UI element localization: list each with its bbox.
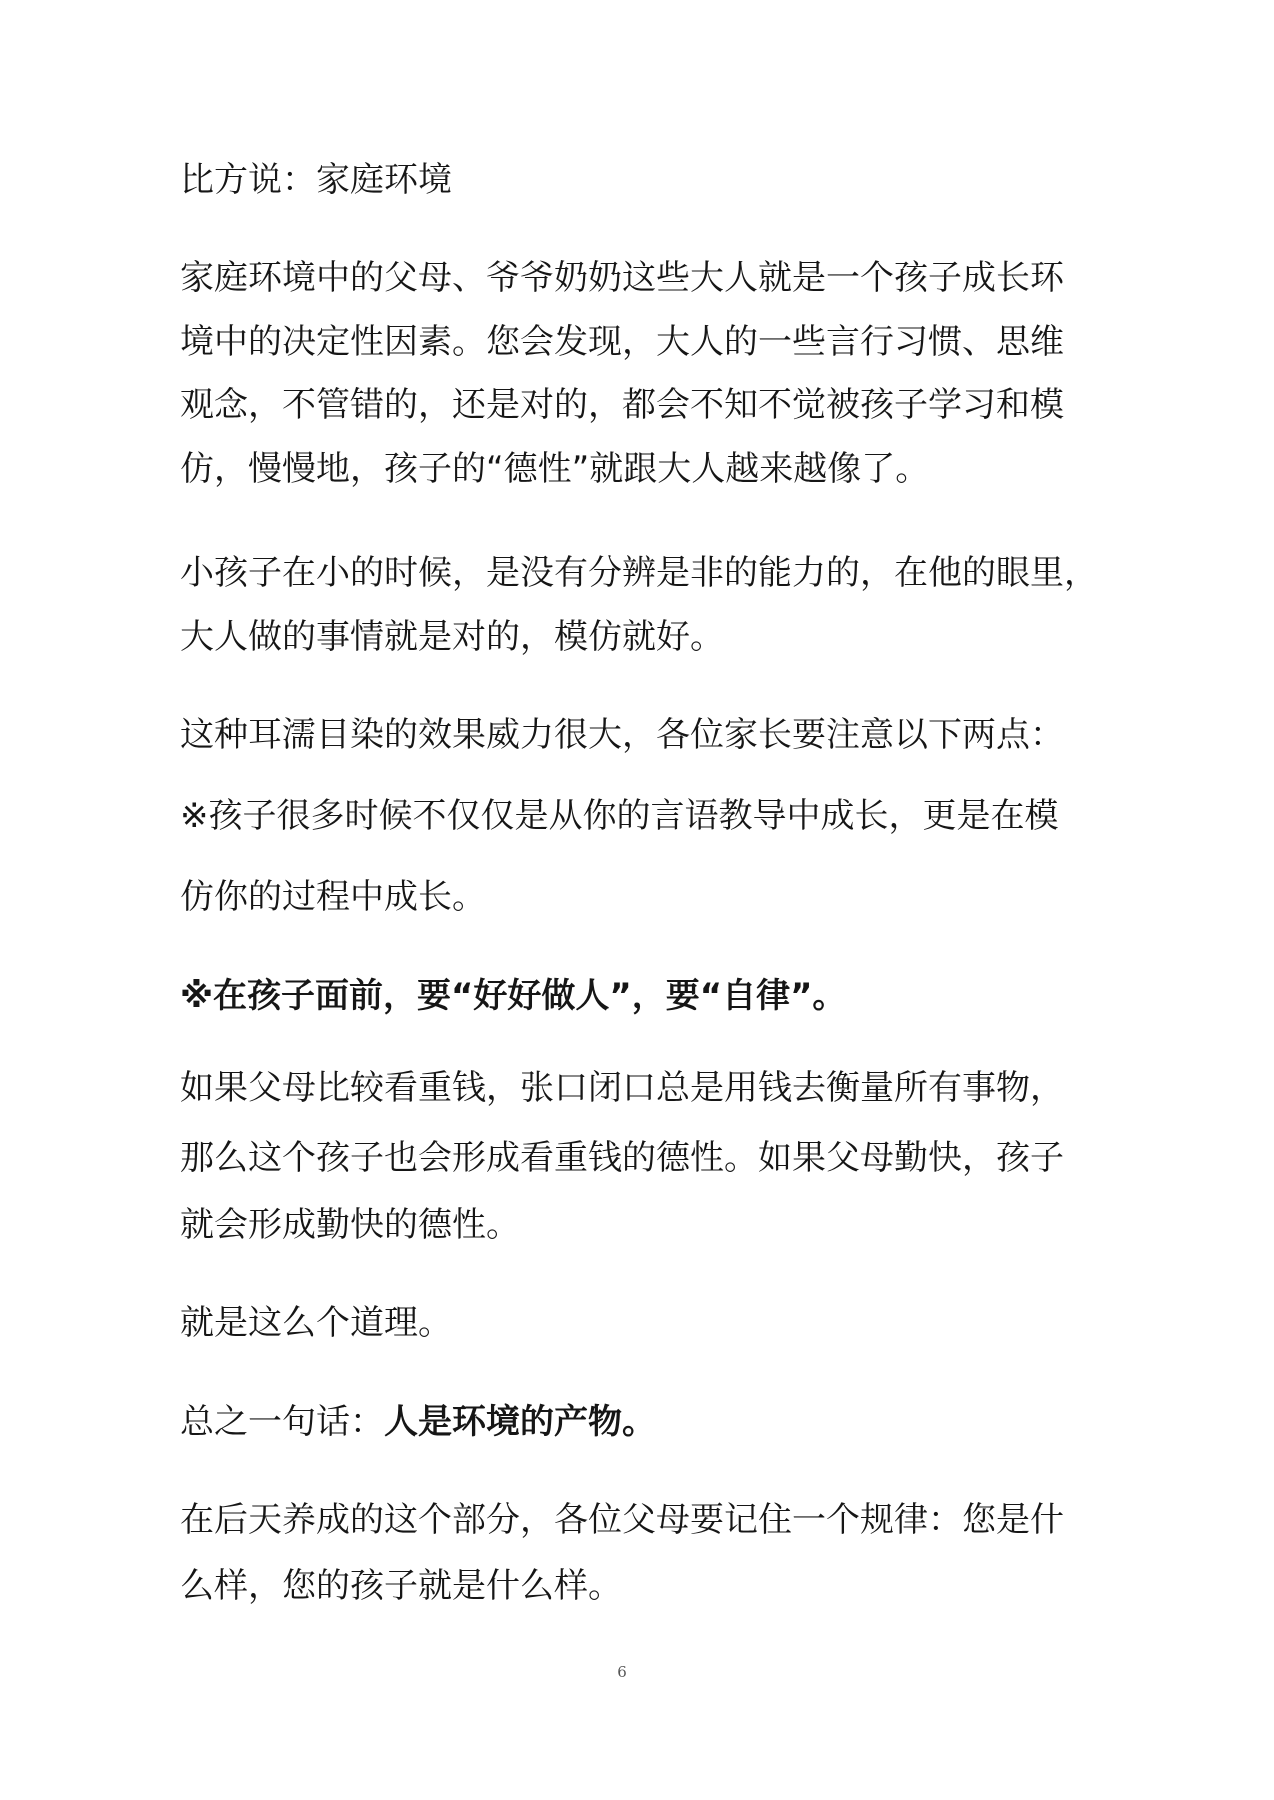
paragraph-line: 就会形成勤快的德性。: [180, 1205, 520, 1245]
paragraph-line: 境中的决定性因素。您会发现，大人的一些言行习惯、思维: [180, 322, 1064, 362]
bold-paragraph-line: ※在孩子面前，要“好好做人”，要“自律”。: [180, 976, 847, 1016]
paragraph-line: 就是这么个道理。: [180, 1303, 452, 1343]
paragraph-line: 观念，不管错的，还是对的，都会不知不觉被孩子学习和模: [180, 385, 1064, 425]
paragraph-line: [180, 1398, 656, 1446]
paragraph-line: 小孩子在小的时候，是没有分辨是非的能力的，在他的眼里，: [180, 553, 1098, 593]
paragraph-line: 在后天养成的这个部分，各位父母要记住一个规律：您是什: [180, 1500, 1064, 1540]
paragraph-line: 仿，慢慢地，孩子的“德性”就跟大人越来越像了。: [180, 449, 930, 489]
paragraph-line: 比方说：家庭环境: [180, 160, 452, 200]
paragraph-line: 这种耳濡目染的效果威力很大，各位家长要注意以下两点：: [180, 715, 1064, 755]
paragraph-line: 那么这个孩子也会形成看重钱的德性。如果父母勤快，孩子: [180, 1138, 1064, 1178]
paragraph-line: 仿你的过程中成长。: [180, 877, 486, 917]
paragraph-lead-text: 总之一句话：: [180, 1402, 384, 1442]
emphasis-text: 人是环境的产物。: [384, 1402, 656, 1442]
paragraph-line: 家庭环境中的父母、爷爷奶奶这些大人就是一个孩子成长环: [180, 258, 1064, 298]
paragraph-line: 么样，您的孩子就是什么样。: [180, 1566, 622, 1606]
paragraph-line: 大人做的事情就是对的，模仿就好。: [180, 617, 724, 657]
paragraph-line: ※孩子很多时候不仅仅是从你的言语教导中成长，更是在模: [180, 796, 1059, 836]
page-number: 6: [617, 1663, 627, 1681]
paragraph-line: 如果父母比较看重钱，张口闭口总是用钱去衡量所有事物，: [180, 1068, 1064, 1108]
